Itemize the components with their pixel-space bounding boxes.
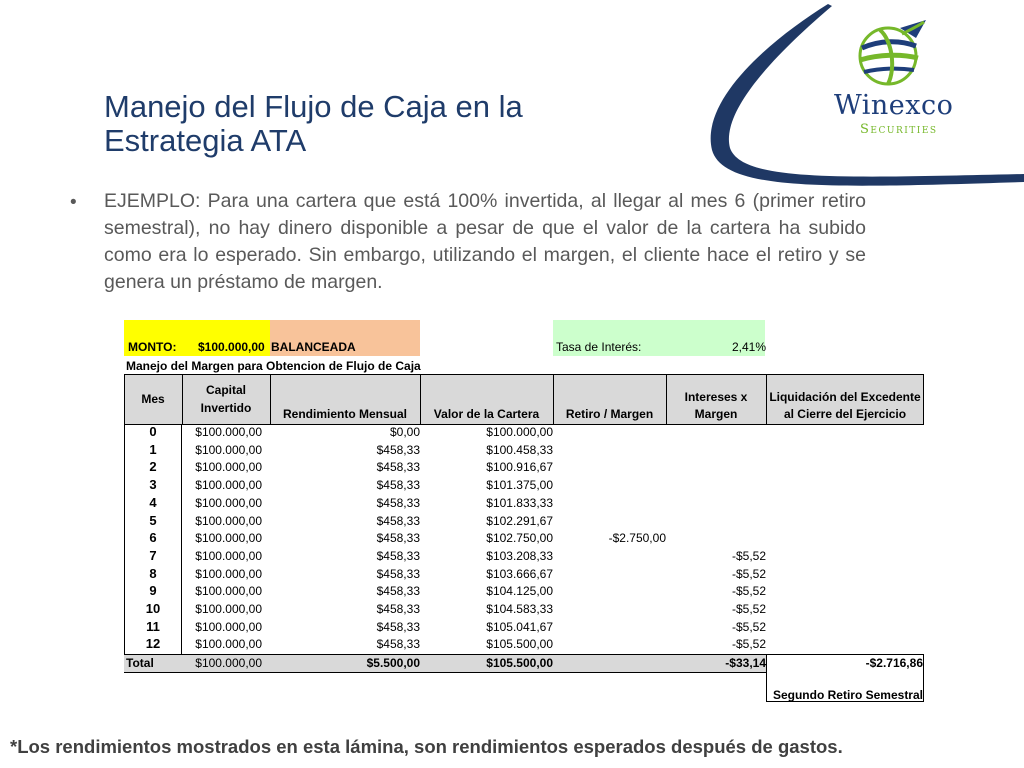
tasa-value: 2,41% bbox=[731, 340, 766, 354]
row-valor: $100.458,33 bbox=[486, 442, 553, 457]
header-valor: Valor de la Cartera bbox=[433, 407, 540, 421]
row-valor: $105.500,00 bbox=[486, 637, 553, 652]
brand-name: Winexco bbox=[834, 90, 954, 121]
row-rendimiento: $458,33 bbox=[376, 460, 420, 475]
row-intereses: -$5,52 bbox=[731, 566, 766, 581]
row-mes: 0 bbox=[149, 424, 157, 439]
row-capital: $100.000,00 bbox=[195, 513, 262, 528]
row-intereses: -$5,52 bbox=[731, 548, 766, 563]
row-valor: $105.041,67 bbox=[486, 619, 553, 634]
row-valor: $101.375,00 bbox=[486, 478, 553, 493]
example-paragraph: EJEMPLO: Para una cartera que está 100% invertida, al llegar al mes 6 (primer retiro semestral), no hay dinero disponible a pesar de que el valor de la cartera ha subido como era lo esperado. Sin embargo, utilizando el margen, el cliente hace el retiro y se genera un préstamo de margen. bbox=[104, 190, 866, 293]
row-mes: 1 bbox=[149, 441, 157, 457]
slide-title bbox=[104, 90, 523, 158]
total-intereses: -$33,14 bbox=[725, 656, 766, 670]
row-mes: 6 bbox=[149, 530, 157, 546]
total-bottom-border bbox=[124, 672, 766, 673]
row-valor: $100.916,67 bbox=[486, 460, 553, 475]
header-capital-line1: Capital bbox=[205, 383, 246, 397]
tasa-label: Tasa de Interés: bbox=[556, 340, 642, 354]
row-valor: $102.750,00 bbox=[486, 531, 553, 546]
row-rendimiento: $458,33 bbox=[376, 513, 420, 528]
header-intereses-line1: Intereses x bbox=[684, 390, 748, 404]
row-capital: $100.000,00 bbox=[195, 602, 262, 616]
row-mes: 3 bbox=[149, 477, 157, 493]
slide-title-line1: Manejo del Flujo de Caja en la bbox=[104, 89, 523, 124]
header-liquidacion-line1: Liquidación del Excedente bbox=[769, 390, 921, 404]
row-mes: 7 bbox=[149, 547, 157, 563]
slide-title-line2: Estrategia ATA bbox=[104, 123, 307, 158]
row-capital: $100.000,00 bbox=[195, 619, 262, 634]
row-mes: 9 bbox=[149, 583, 157, 599]
header-mes: Mes bbox=[141, 392, 165, 406]
row-mes: 4 bbox=[149, 494, 157, 510]
header-retiro: Retiro / Margen bbox=[565, 407, 654, 421]
total-capital: $100.000,00 bbox=[195, 656, 262, 670]
total-liquidacion: -$2.716,86 bbox=[865, 656, 923, 670]
row-intereses: -$5,52 bbox=[731, 602, 766, 616]
row-retiro: -$2.750,00 bbox=[608, 531, 666, 546]
row-capital: $100.000,00 bbox=[195, 460, 262, 475]
row-rendimiento: $458,33 bbox=[376, 495, 420, 510]
row-rendimiento: $0,00 bbox=[389, 425, 420, 439]
row-rendimiento: $458,33 bbox=[376, 619, 420, 634]
footnote: *Los rendimientos mostrados en esta lámina, son rendimientos esperados después de gastos. bbox=[10, 736, 843, 757]
row-rendimiento: $458,33 bbox=[376, 637, 420, 652]
row-valor: $101.833,33 bbox=[486, 495, 553, 510]
winexco-globe-logo bbox=[830, 18, 950, 90]
row-intereses: -$5,52 bbox=[731, 619, 766, 634]
row-intereses: -$5,52 bbox=[731, 584, 766, 599]
total-label: Total bbox=[126, 656, 154, 670]
row-valor: $100.000,00 bbox=[486, 425, 553, 439]
monto-label: MONTO: bbox=[128, 340, 177, 354]
row-capital: $100.000,00 bbox=[195, 637, 262, 652]
total-rendimiento: $5.500,00 bbox=[366, 656, 420, 670]
row-capital: $100.000,00 bbox=[195, 584, 262, 599]
table-subtitle: Manejo del Margen para Obtencion de Flujo de Caja bbox=[126, 359, 421, 373]
row-capital: $100.000,00 bbox=[195, 442, 262, 457]
header-divider bbox=[182, 374, 183, 424]
total-valor: $105.500,00 bbox=[486, 656, 553, 670]
brand-subtitle: Securities bbox=[860, 122, 938, 137]
row-rendimiento: $458,33 bbox=[376, 602, 420, 616]
monto-value: $100.000,00 bbox=[198, 340, 265, 354]
header-top-border bbox=[124, 374, 924, 375]
row-rendimiento: $458,33 bbox=[376, 584, 420, 599]
header-liquidacion-line2: al Cierre del Ejercicio bbox=[783, 407, 907, 421]
row-capital: $100.000,00 bbox=[195, 548, 262, 563]
row-capital: $100.000,00 bbox=[195, 495, 262, 510]
segundo-retiro-label: Segundo Retiro Semestral bbox=[772, 688, 923, 702]
row-capital: $100.000,00 bbox=[195, 478, 262, 493]
row-valor: $104.583,33 bbox=[486, 602, 553, 616]
row-mes: 12 bbox=[145, 636, 161, 652]
row-mes: 11 bbox=[146, 618, 160, 634]
row-intereses: -$5,52 bbox=[731, 637, 766, 652]
row-rendimiento: $458,33 bbox=[376, 566, 420, 581]
row-valor: $103.208,33 bbox=[486, 548, 553, 563]
row-capital: $100.000,00 bbox=[195, 425, 262, 439]
row-capital: $100.000,00 bbox=[195, 566, 262, 581]
row-capital: $100.000,00 bbox=[195, 531, 262, 546]
row-mes: 5 bbox=[149, 512, 157, 528]
row-mes: 10 bbox=[145, 601, 161, 616]
header-capital-line2: Invertido bbox=[200, 401, 252, 415]
header-intereses-line2: Margen bbox=[694, 407, 738, 421]
row-valor: $103.666,67 bbox=[486, 566, 553, 581]
row-rendimiento: $458,33 bbox=[376, 531, 420, 546]
bullet-dot-icon: • bbox=[70, 192, 77, 213]
header-rendimiento: Rendimiento Mensual bbox=[282, 407, 407, 421]
row-valor: $104.125,00 bbox=[486, 584, 553, 599]
row-rendimiento: $458,33 bbox=[376, 442, 420, 457]
strategy-label: BALANCEADA bbox=[271, 340, 356, 354]
row-valor: $102.291,67 bbox=[486, 513, 553, 528]
row-rendimiento: $458,33 bbox=[376, 548, 420, 563]
row-rendimiento: $458,33 bbox=[376, 478, 420, 493]
row-mes: 8 bbox=[149, 565, 157, 581]
row-mes: 2 bbox=[149, 459, 157, 475]
